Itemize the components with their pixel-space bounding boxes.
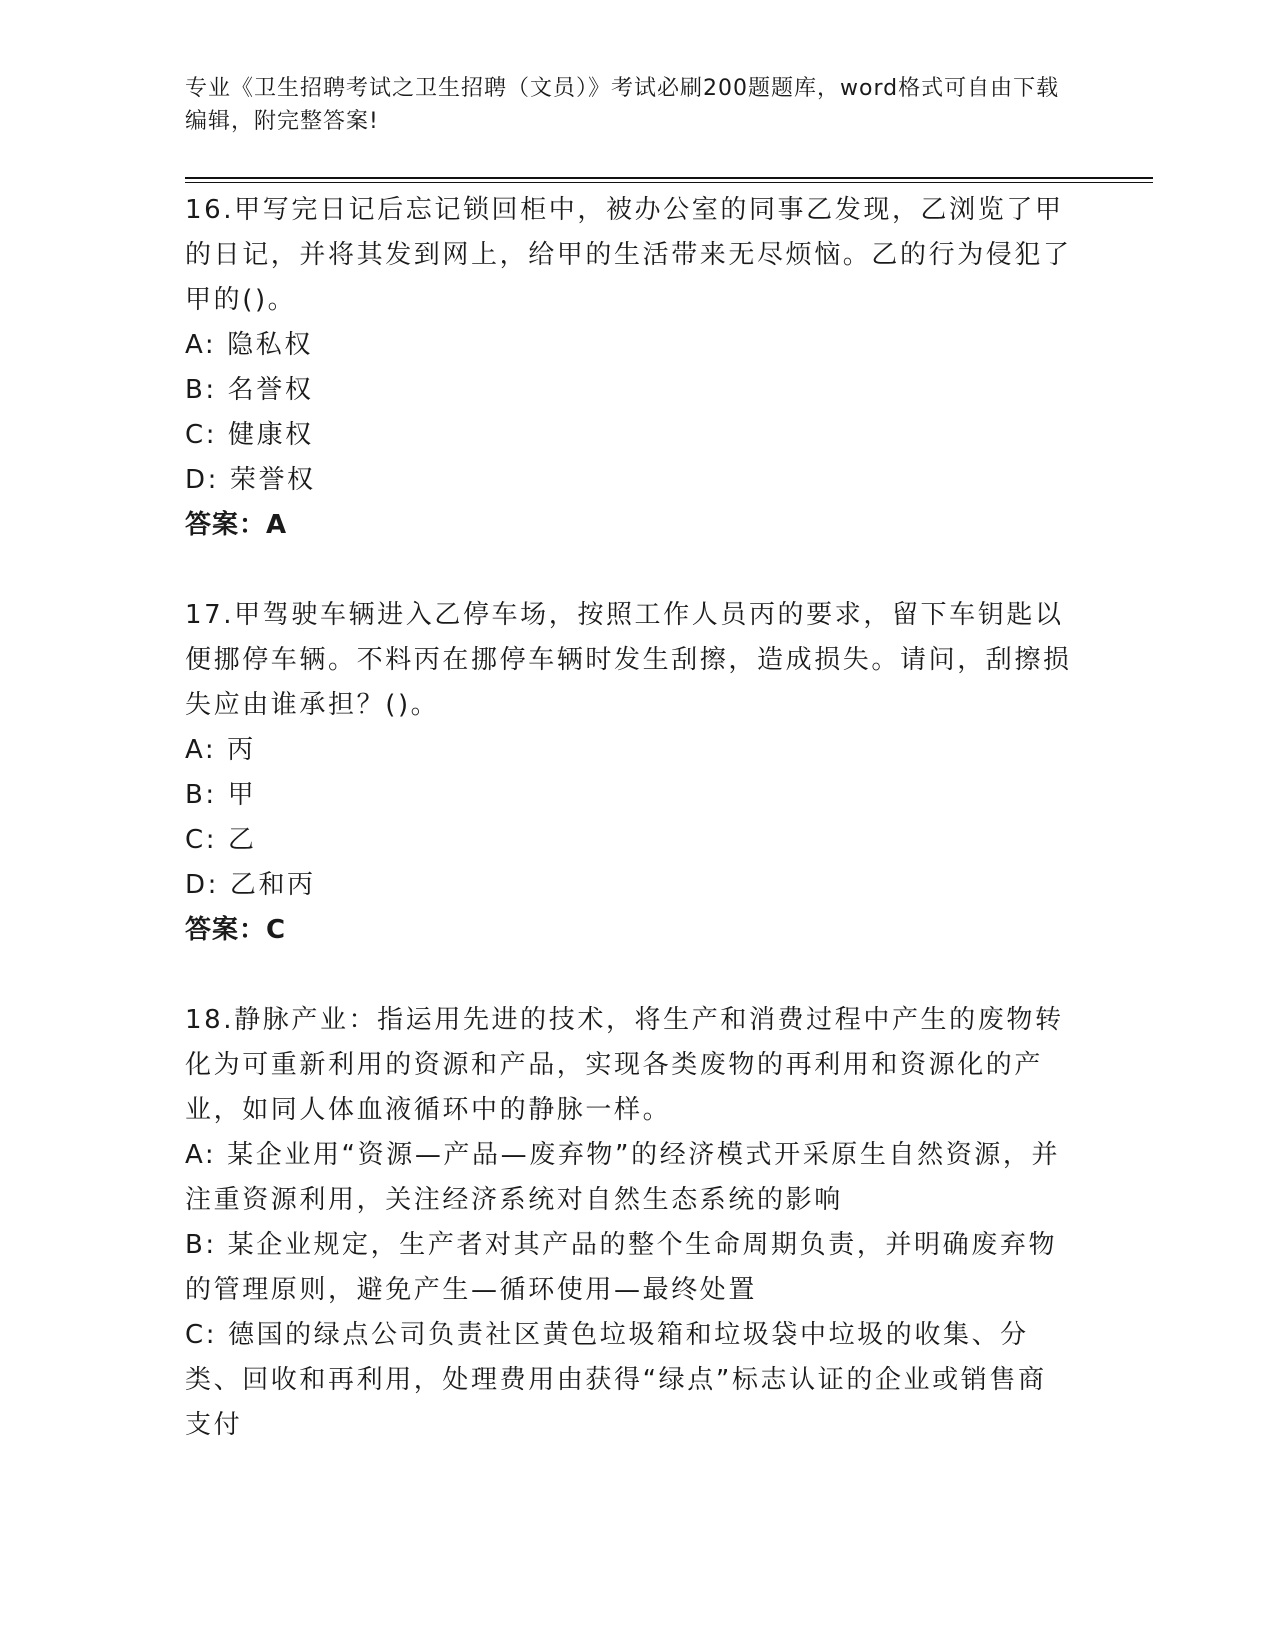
document-header: 专业《卫生招聘考试之卫生招聘（文员）》考试必刷200题题库，word格式可自由下载编辑，附完整答案! xyxy=(185,76,1060,134)
option-c: C: 德国的绿点公司负责社区黄色垃圾箱和垃圾袋中垃圾的收集、分类、回收和再利用，处理费用由获得“绿点”标志认证的企业或销售商支付 xyxy=(185,1320,1047,1440)
option-a: A: 某企业用“资源—产品—废弃物”的经济模式开采原生自然资源，并注重资源利用，关注经济系统对自然生态系统的影响 xyxy=(185,1140,1061,1215)
option-b: B: 名誉权 xyxy=(185,375,314,405)
question-stem: 16.甲写完日记后忘记锁回柜中，被办公室的同事乙发现，乙浏览了甲的日记，并将其发到网上，给甲的生活带来无尽烦恼。乙的行为侵犯了甲的()。 xyxy=(185,195,1072,315)
option-b: B: 某企业规定，生产者对其产品的整个生命周期负责，并明确废弃物的管理原则，避免产生—循环使用—最终处置 xyxy=(185,1230,1058,1305)
option-a: A: 丙 xyxy=(185,735,256,765)
option-d: D: 荣誉权 xyxy=(185,465,316,495)
question-16 xyxy=(185,188,1075,548)
question-spacer xyxy=(185,953,1075,998)
option-d: D: 乙和丙 xyxy=(185,870,316,900)
option-c: C: 乙 xyxy=(185,825,257,855)
question-stem: 17.甲驾驶车辆进入乙停车场，按照工作人员丙的要求，留下车钥匙以便挪停车辆。不料丙在挪停车辆时发生刮擦，造成损失。请问，刮擦损失应由谁承担？()。 xyxy=(185,600,1072,720)
header-rule-thick xyxy=(185,177,1153,179)
question-18 xyxy=(185,998,1075,1448)
answer: 答案：A xyxy=(185,510,288,540)
question-17 xyxy=(185,593,1075,953)
option-a: A: 隐私权 xyxy=(185,330,313,360)
option-c: C: 健康权 xyxy=(185,420,314,450)
question-stem: 18.静脉产业：指运用先进的技术，将生产和消费过程中产生的废物转化为可重新利用的资源和产品，实现各类废物的再利用和资源化的产业，如同人体血液循环中的静脉一样。 xyxy=(185,1005,1064,1125)
question-list xyxy=(185,188,1075,1448)
header-rule-thin xyxy=(185,182,1153,183)
question-spacer xyxy=(185,548,1075,593)
answer: 答案：C xyxy=(185,915,287,945)
option-b: B: 甲 xyxy=(185,780,257,810)
